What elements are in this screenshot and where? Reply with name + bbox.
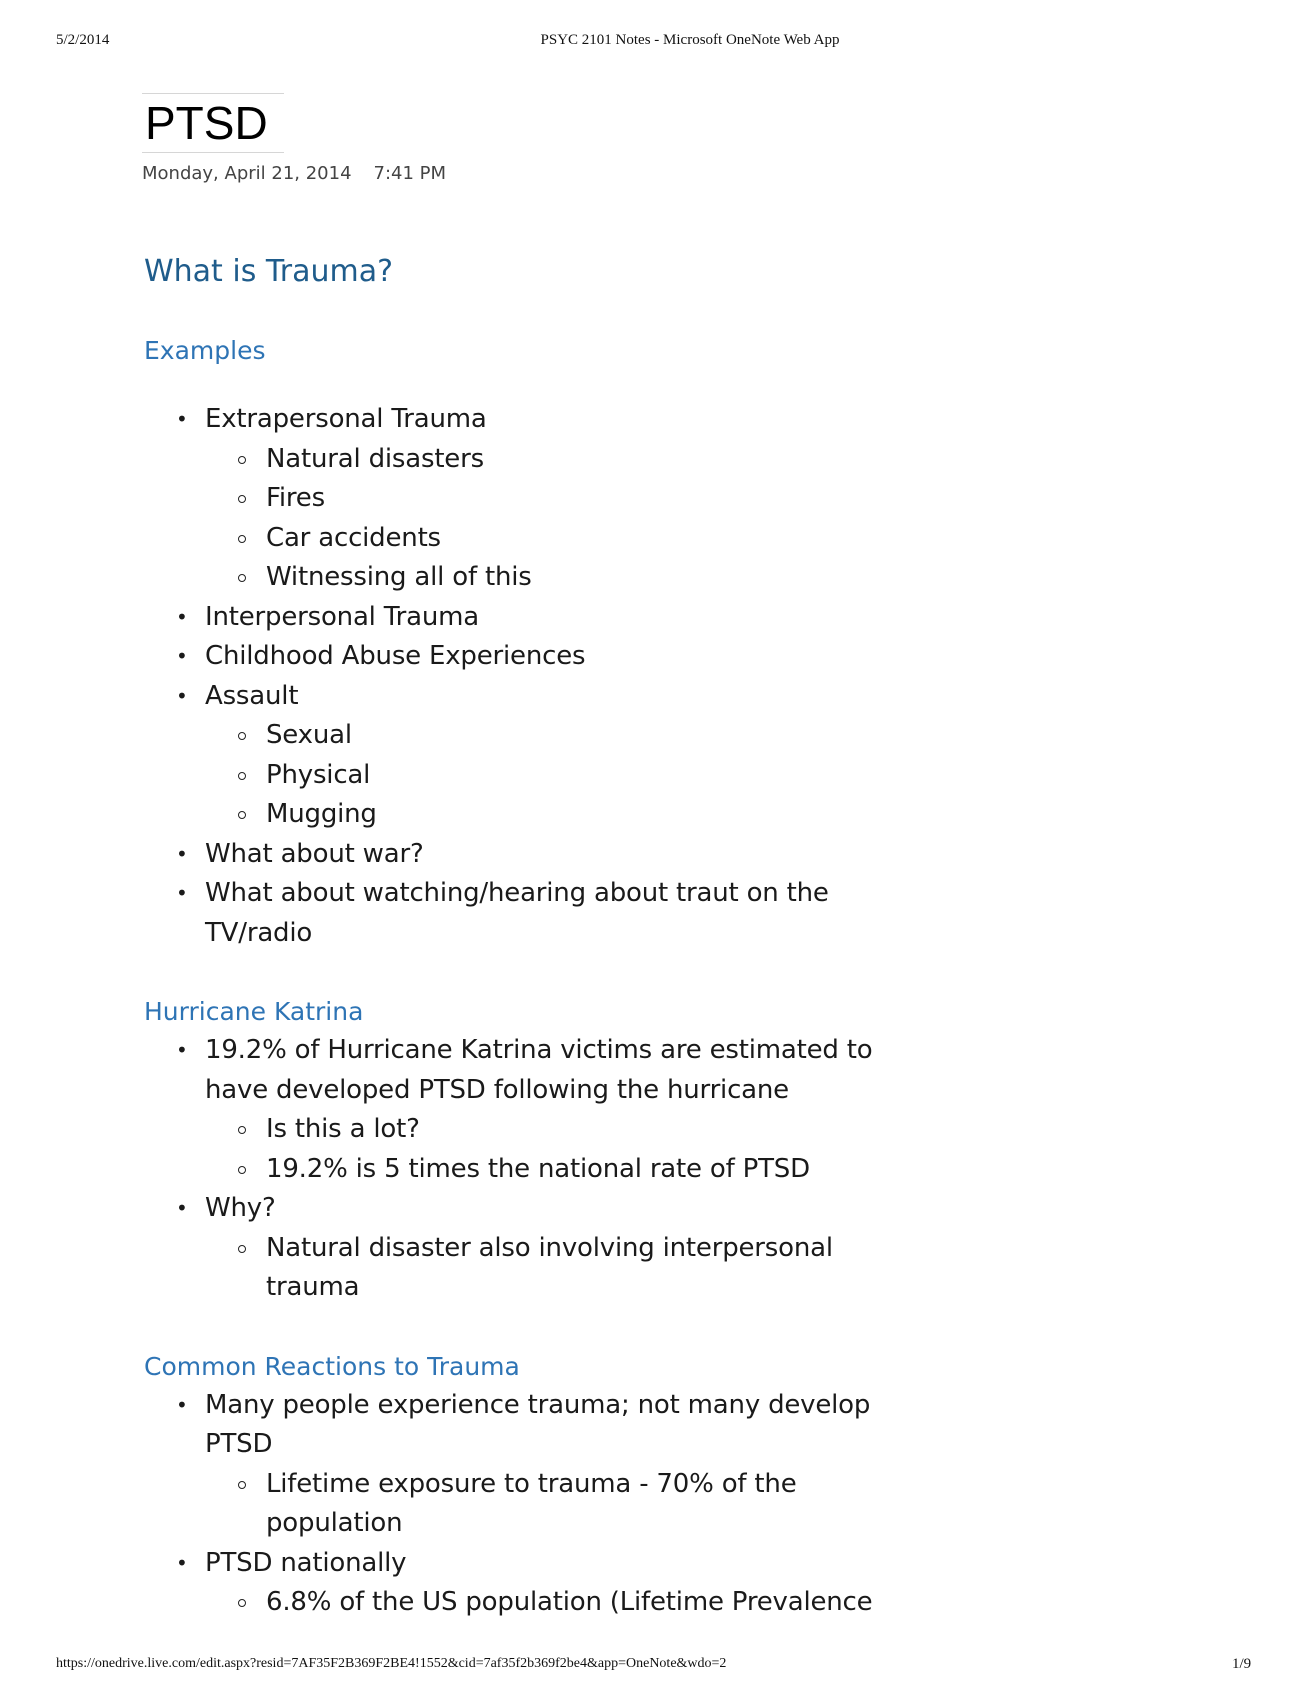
list-item [144,400,904,598]
sub-list-item [205,1465,904,1544]
list-item-text: • Assault [205,677,904,717]
list-item [144,637,904,677]
section-title: Examples [144,336,266,365]
list-item [144,1544,904,1623]
main-heading: What is Trauma? [144,254,394,289]
list-item-text: • PTSD nationally [205,1544,904,1584]
sub-list-item [205,756,904,796]
sub-list [205,440,904,598]
list-item-text: • What about war? [205,835,904,875]
print-date: 5/2/2014 [56,32,110,48]
sub-list-item-text: 19.2% is 5 times the national rate of PTSD [266,1150,904,1190]
sub-list [205,1465,904,1544]
section-common-reactions [144,1348,904,1623]
list-item [144,1386,904,1544]
bullet-list [144,400,904,953]
list-item-text: • Why? [205,1189,904,1229]
section-hurricane-katrina [144,993,904,1308]
sub-list-item-text: Is this a lot? [266,1110,904,1150]
note-content[interactable] [144,252,904,1663]
section-title: Common Reactions to Trauma [144,1351,520,1381]
sub-list-item-text: Mugging [266,795,904,835]
list-item-text: • Extrapersonal Trauma [205,400,904,440]
sub-list [205,1110,904,1189]
list-item-text: • Interpersonal Trauma [205,598,904,638]
page-date: Monday, April 21, 2014 [142,163,352,184]
sub-list-item-text: Sexual [266,716,904,756]
list-item [144,835,904,875]
page-datetime [142,163,446,184]
sub-list-item-text: Natural disaster also involving interpersonal trauma [266,1229,904,1308]
print-url: https://onedrive.live.com/edit.aspx?resid=7AF35F2B369F2BE4!1552&cid=7af35f2b369f2be4&app=OneNote&wdo=2 [56,1656,727,1671]
page-title-container[interactable] [142,93,284,153]
bullet-list [144,1386,904,1623]
list-item-text: • What about watching/hearing about traut on the TV/radio [205,874,904,953]
sub-list [205,1229,904,1308]
sub-list-item-text: 6.8% of the US population (Lifetime Prevalence [266,1583,904,1623]
sub-list-item [205,440,904,480]
sub-list-item [205,519,904,559]
sub-list-item [205,1150,904,1190]
sub-list-item-text: Natural disasters [266,440,904,480]
sub-list-item-text: Lifetime exposure to trauma - 70% of the population [266,1465,904,1544]
sub-list-item-text: Witnessing all of this [266,558,904,598]
list-item [144,1189,904,1308]
section-title: Hurricane Katrina [144,997,364,1026]
sub-list-item-text: Fires [266,479,904,519]
sub-list [205,716,904,835]
print-page-number: 1/9 [1232,1656,1252,1672]
print-footer [0,1656,1306,1678]
sub-list-item [205,479,904,519]
page-title[interactable]: PTSD [145,97,268,149]
list-item [144,1031,904,1189]
sub-list [205,1583,904,1623]
bullet-list [144,1031,904,1308]
print-title: PSYC 2101 Notes - Microsoft OneNote Web App [540,32,840,48]
list-item-text: • 19.2% of Hurricane Katrina victims are estimated to have developed PTSD following the hurricane [205,1031,904,1110]
list-item [144,874,904,953]
list-item-text: • Childhood Abuse Experiences [205,637,904,677]
sub-list-item [205,1583,904,1623]
print-header [0,32,1306,54]
list-item [144,677,904,835]
sub-list-item [205,1110,904,1150]
section-examples [144,332,904,953]
sub-list-item [205,1229,904,1308]
list-item [144,598,904,638]
sub-list-item-text: Physical [266,756,904,796]
sub-list-item [205,716,904,756]
sub-list-item [205,558,904,598]
page-time: 7:41 PM [373,163,447,184]
sub-list-item [205,795,904,835]
sub-list-item-text: Car accidents [266,519,904,559]
list-item-text: • Many people experience trauma; not many develop PTSD [205,1386,904,1465]
